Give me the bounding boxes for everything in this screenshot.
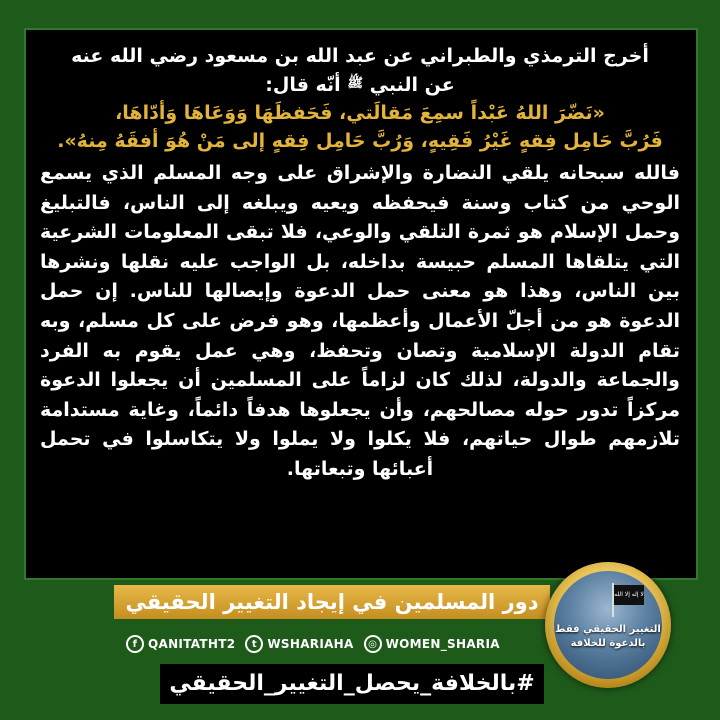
post-text xyxy=(40,42,680,485)
hashtag-banner: #بالخلافة_يحصل_التغيير_الحقيقي xyxy=(160,664,544,704)
intro-line-1: أخرج الترمذي والطبراني عن عبد الله بن مسعود رضي الله عنه xyxy=(71,45,649,67)
social-link-facebook[interactable] xyxy=(126,635,235,653)
social-link-instagram[interactable] xyxy=(364,635,500,653)
social-handle: QANITATHT2 xyxy=(148,637,236,651)
badge-line-2: بالدعوة للخلافة xyxy=(570,638,646,649)
twitter-icon: t xyxy=(245,635,263,653)
social-handle: WSHARIAHA xyxy=(267,637,354,651)
badge-text xyxy=(554,623,662,651)
intro-prophet: عن النبي xyxy=(369,74,455,96)
hadith-line-1: «نَضّرَ اللهُ عَبْداً سمِعَ مَقالَتي، فَحَفظَهَا وَوَعَاهَا وَأدّاهَا، xyxy=(115,102,605,124)
flag-icon: لا إله إلا الله xyxy=(614,585,644,605)
social-links xyxy=(126,632,544,656)
badge-line-1: التغيير الحقيقي فقط xyxy=(555,624,661,635)
social-handle: WOMEN_SHARIA xyxy=(385,637,500,651)
salutation-glyph: ﷺ xyxy=(347,76,364,91)
title-banner: دور المسلمين في إيجاد التغيير الحقيقي xyxy=(114,585,550,619)
body-paragraph: فالله سبحانه يلقي النضارة والإشراق على وجه المسلم الذي يسمع الوحي من كتاب وسنة فيحفظه ويعيه ويبلغه إلى الناس، فالتبليغ وحمل الإسلام هو ثمرة التلقي والوعي، فلا تبقى المعلومات الشرعية التي يتلقاها المسلم حبيسة بداخله، بل الواجب عليه نقلها ونشرها بين الناس، وهذا هو معنى حمل الدعوة وإيصالها للناس. إن حمل الدعوة هو من أجلّ الأعمال وأعظمها، وهو فرض على كل مسلم، وبه تقام الدولة الإسلامية وتصان وتحفظ، وهي عمل يقوم به الفرد والجماعة والدولة، لذلك كان لزاماً على المسلمين أن يجعلوا الدعوة مركزاً تدور حوله مصالحهم، وأن يجعلوها هدفاً دائماً، وغاية مستدامة تلازمهم طوال حياتهم، فلا يكلوا ولا يملوا ولا يتكاسلوا في تحمل أعبائها وتبعاتها. xyxy=(40,162,680,480)
intro-said: أنّه قال: xyxy=(265,74,341,96)
facebook-icon: f xyxy=(126,635,144,653)
instagram-icon: ◎ xyxy=(364,635,382,653)
social-link-twitter[interactable] xyxy=(245,635,353,653)
hadith-line-2: فَرُبَّ حَامِل فِقهٍ غَيْرُ فَقِيهٍ، وَرُبَّ حَامِل فِقهٍ إلى مَنْ هُوَ أفقَهُ مِنهُ». xyxy=(57,130,663,152)
campaign-badge xyxy=(545,562,671,688)
intro-line-2 xyxy=(40,70,680,99)
badge-globe xyxy=(554,571,662,679)
